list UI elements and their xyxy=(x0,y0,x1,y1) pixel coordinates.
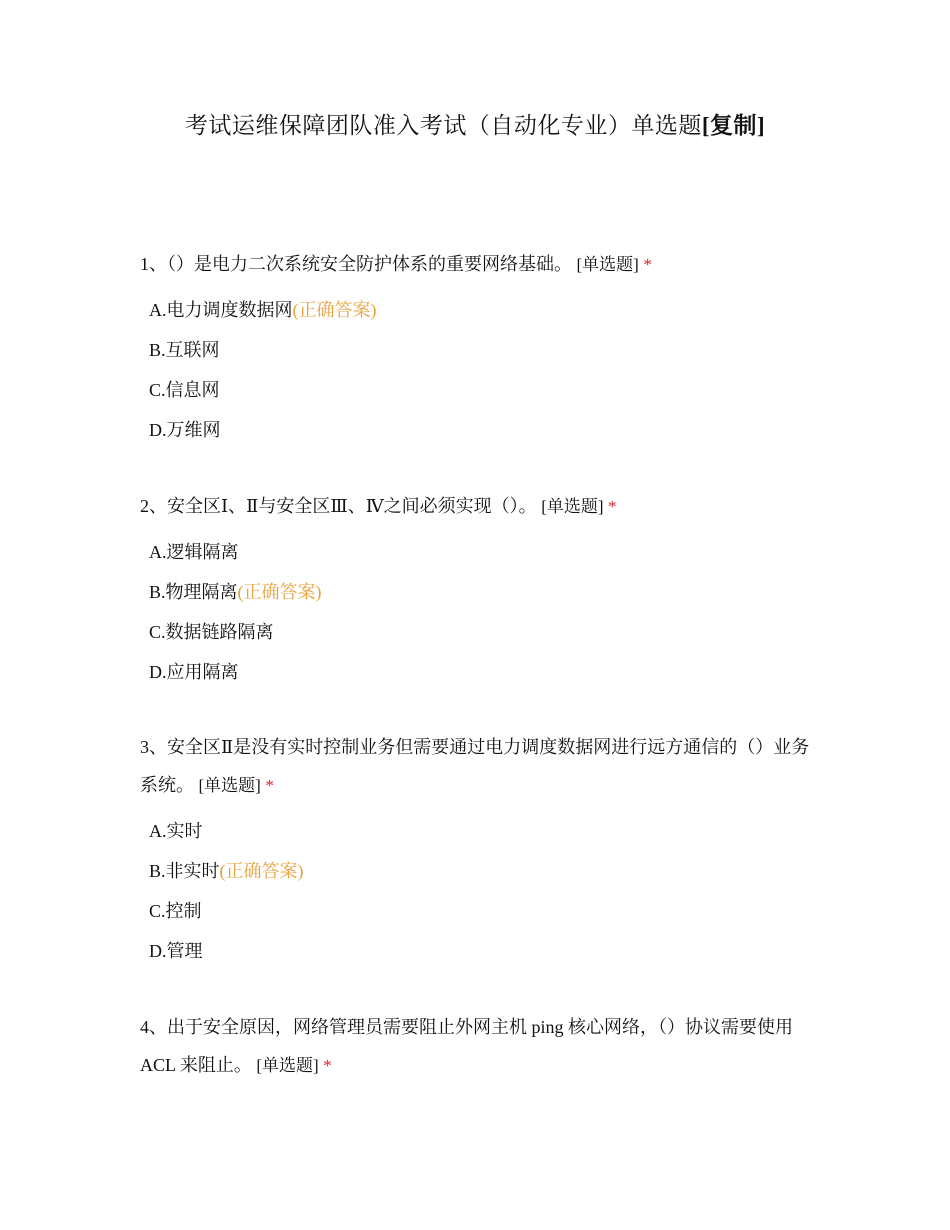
question-3 xyxy=(140,728,820,971)
question-text xyxy=(140,728,820,805)
question-type-tag: [单选题] xyxy=(256,1056,319,1075)
question-1 xyxy=(140,245,820,450)
required-star: * xyxy=(608,497,617,516)
question-4 xyxy=(140,1008,820,1085)
option-a[interactable]: A.实时 xyxy=(149,821,203,841)
question-2 xyxy=(140,487,820,692)
question-type-tag: [单选题] xyxy=(198,776,261,795)
question-body: 安全区Ⅱ是没有实时控制业务但需要通过电力调度数据网进行远方通信的（）业务系统。 xyxy=(140,737,810,795)
option-d[interactable]: D.管理 xyxy=(149,941,203,961)
option-b[interactable]: B.非实时(正确答案) xyxy=(149,861,304,881)
option-b[interactable]: B.互联网 xyxy=(149,340,220,360)
correct-answer-mark: (正确答案) xyxy=(292,300,377,320)
option-d[interactable]: D.万维网 xyxy=(149,420,221,440)
question-text xyxy=(140,487,820,526)
option-list xyxy=(140,290,820,450)
title-suffix: [复制] xyxy=(701,113,766,138)
question-body: 安全区Ⅰ、Ⅱ与安全区Ⅲ、Ⅳ之间必须实现（）。 xyxy=(167,496,537,516)
question-number: 4、 xyxy=(140,1017,167,1037)
question-number: 1、 xyxy=(140,254,167,274)
option-c[interactable]: C.数据链路隔离 xyxy=(149,622,274,642)
title-main: 考试运维保障团队准入考试（自动化专业）单选题 xyxy=(184,113,702,138)
option-b[interactable]: B.物理隔离(正确答案) xyxy=(149,582,322,602)
required-star: * xyxy=(643,255,652,274)
required-star: * xyxy=(323,1056,332,1075)
option-c[interactable]: C.信息网 xyxy=(149,380,220,400)
page-title xyxy=(0,108,950,144)
question-body: （）是电力二次系统安全防护体系的重要网络基础。 xyxy=(167,254,572,274)
question-text xyxy=(140,1008,820,1085)
correct-answer-mark: (正确答案) xyxy=(219,861,304,881)
option-a[interactable]: A.电力调度数据网(正确答案) xyxy=(149,300,377,320)
question-type-tag: [单选题] xyxy=(541,497,604,516)
correct-answer-mark: (正确答案) xyxy=(237,582,322,602)
option-list xyxy=(140,532,820,692)
question-number: 3、 xyxy=(140,737,167,757)
question-text xyxy=(140,245,820,284)
question-body: 出于安全原因，网络管理员需要阻止外网主机 ping 核心网络，（）协议需要使用 ACL 来阻止。 xyxy=(140,1017,793,1075)
option-a[interactable]: A.逻辑隔离 xyxy=(149,542,239,562)
option-list xyxy=(140,811,820,971)
question-type-tag: [单选题] xyxy=(576,255,639,274)
option-d[interactable]: D.应用隔离 xyxy=(149,662,239,682)
required-star: * xyxy=(265,776,274,795)
question-number: 2、 xyxy=(140,496,167,516)
option-c[interactable]: C.控制 xyxy=(149,901,202,921)
